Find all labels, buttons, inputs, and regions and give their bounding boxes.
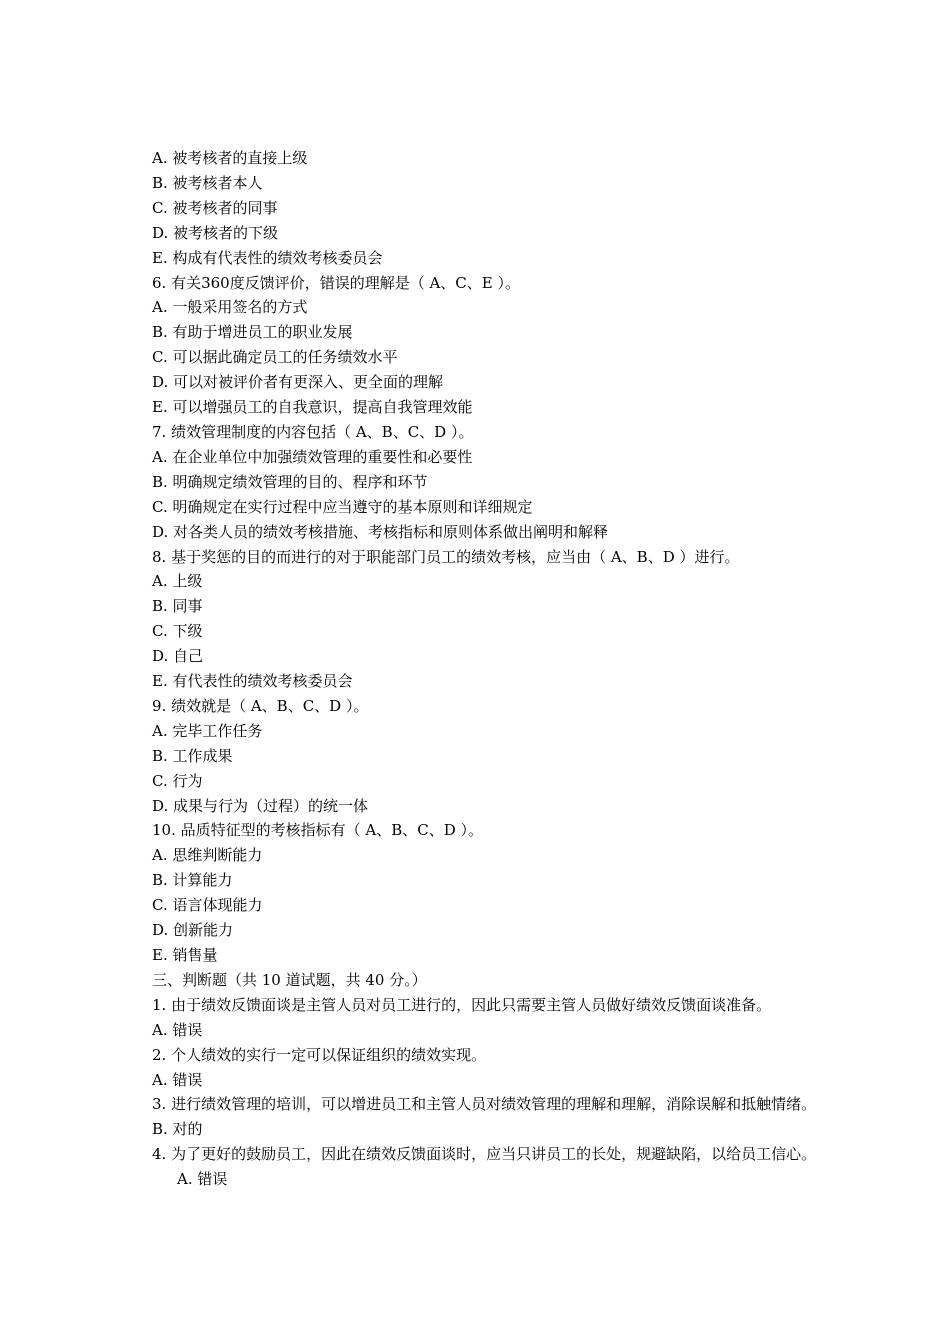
option-line: B. 工作成果	[152, 746, 233, 765]
question-line: 8. 基于奖惩的目的而进行的对于职能部门员工的绩效考核，应当由（ A、B、D ）进行。	[152, 547, 740, 566]
option-line: C. 下级	[152, 622, 203, 641]
option-line: E. 可以增强员工的自我意识，提高自我管理效能	[152, 398, 473, 417]
question-line: 7. 绩效管理制度的内容包括（ A、B、C、D ）。	[152, 422, 474, 441]
option-line: B. 同事	[152, 597, 203, 616]
option-line: D. 可以对被评价者有更深入、更全面的理解	[152, 373, 444, 392]
answer-line: B. 对的	[152, 1120, 203, 1139]
option-line: C. 被考核者的同事	[152, 198, 278, 217]
option-line: C. 语言体现能力	[152, 896, 263, 915]
question-line: 9. 绩效就是（ A、B、C、D ）。	[152, 696, 369, 715]
option-line: D. 被考核者的下级	[152, 223, 279, 242]
option-line: A. 在企业单位中加强绩效管理的重要性和必要性	[152, 447, 473, 466]
option-line: B. 被考核者本人	[152, 173, 263, 192]
option-line: A. 被考核者的直接上级	[152, 149, 308, 167]
question-line: 6. 有关360度反馈评价，错误的理解是（ A、C、E ）。	[152, 273, 521, 292]
answer-line: A. 错误	[152, 1020, 203, 1039]
question-line: 10. 品质特征型的考核指标有（ A、B、C、D ）。	[152, 821, 484, 840]
option-line: C. 明确规定在实行过程中应当遵守的基本原则和详细规定	[152, 497, 533, 516]
option-line: D. 自己	[152, 647, 204, 666]
option-line: C. 可以据此确定员工的任务绩效水平	[152, 348, 398, 367]
option-line: C. 行为	[152, 771, 203, 790]
option-line: E. 销售量	[152, 946, 218, 964]
document-body	[152, 146, 842, 1192]
option-line: A. 思维判断能力	[152, 846, 263, 865]
option-line: D. 成果与行为（过程）的统一体	[152, 796, 369, 815]
question-line: 3. 进行绩效管理的培训，可以增进员工和主管人员对绩效管理的理解和理解，消除误解和抵触情绪。	[152, 1095, 817, 1114]
option-line: D. 创新能力	[152, 921, 234, 940]
question-line: 1. 由于绩效反馈面谈是主管人员对员工进行的，因此只需要主管人员做好绩效反馈面谈准备。	[152, 995, 772, 1014]
option-line: A. 完毕工作任务	[152, 721, 263, 740]
option-line: A. 上级	[152, 572, 203, 591]
option-line: B. 计算能力	[152, 871, 233, 890]
option-line: E. 有代表性的绩效考核委员会	[152, 672, 353, 691]
question-line: 4. 为了更好的鼓励员工，因此在绩效反馈面谈时，应当只讲员工的长处，规避缺陷，以给员工信心。	[152, 1145, 817, 1164]
option-line: B. 有助于增进员工的职业发展	[152, 323, 353, 342]
option-line: B. 明确规定绩效管理的目的、程序和环节	[152, 472, 428, 491]
question-line: 2. 个人绩效的实行一定可以保证组织的绩效实现。	[152, 1045, 487, 1064]
option-line: A. 一般采用签名的方式	[152, 298, 308, 317]
option-line: E. 构成有代表性的绩效考核委员会	[152, 248, 383, 267]
section-heading: 三、判断题（共 10 道试题，共 40 分。）	[152, 970, 427, 989]
answer-line: A. 错误	[152, 1070, 203, 1089]
option-line: D. 对各类人员的绩效考核措施、考核指标和原则体系做出阐明和解释	[152, 522, 609, 541]
answer-line: A. 错误	[177, 1170, 228, 1189]
